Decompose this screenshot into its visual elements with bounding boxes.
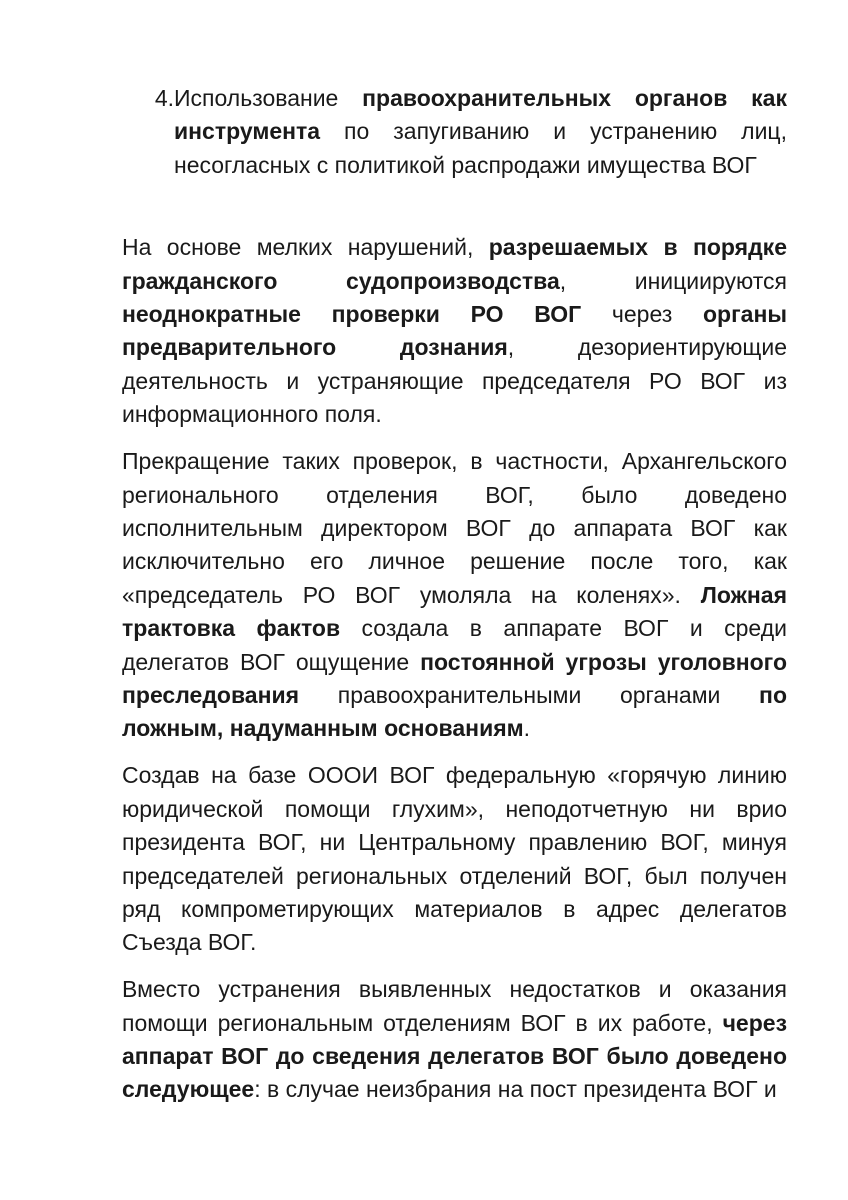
- list-item-4: [122, 82, 787, 182]
- text-segment: Использование: [174, 85, 363, 111]
- paragraph-2: [122, 445, 787, 746]
- bold-segment: Ложная трактовка фактов: [122, 581, 787, 642]
- bold-segment: разрешаемых в порядке гражданского судопроизводства: [122, 234, 787, 294]
- paragraph-4: [122, 973, 787, 1107]
- text-segment: Прекращение таких проверок, в частности, Архангельского регионального отделения ВОГ, было доведено исполнительным директором ВОГ до аппарата ВОГ как исключительно его личное решение после того, как «председатель РО ВОГ умоляла на коленях».: [122, 448, 787, 608]
- text-segment: .: [523, 715, 531, 742]
- bold-segment: органы предварительного дознания: [122, 301, 787, 361]
- bold-segment: постоянной угрозы уголовного преследования: [122, 648, 787, 708]
- bold-segment: правоохранительных органов как инструмента: [174, 85, 787, 145]
- text-segment: через: [581, 301, 703, 328]
- bold-segment: по ложным, надуманным основаниям: [122, 682, 787, 742]
- text-segment: На основе мелких нарушений,: [122, 234, 489, 261]
- paragraph-3: [122, 759, 787, 959]
- text-segment: , дезориентирующие деятельность и устраняющие председателя РО ВОГ из информационного поля.: [122, 334, 787, 428]
- text-segment: : в случае неизбрания на пост президента ВОГ и: [254, 1076, 777, 1103]
- document-page: [122, 82, 787, 1120]
- text-segment: , инициируются: [559, 267, 787, 294]
- paragraph-1: [122, 231, 787, 431]
- text-segment: по запугиванию и устранению лиц, несогласных с политикой распродажи имущества ВОГ: [174, 118, 787, 178]
- text-segment: правоохранительными органами: [299, 682, 760, 708]
- text-segment: Вместо устранения выявленных недостатков и оказания помощи региональным отделениям ВОГ в их работе,: [122, 976, 787, 1036]
- text-segment: создала в аппарате ВОГ и среди делегатов ВОГ ощущение: [122, 615, 787, 675]
- text-segment: Создав на базе ОООИ ВОГ федеральную «горячую линию юридической помощи глухим», неподотчетную ни врио президента ВОГ, ни Центральному правлению ВОГ, минуя председателей региональных отделений ВОГ, был получен ряд компрометирующих материалов в адрес делегатов Съезда ВОГ.: [122, 762, 787, 956]
- list-item-text: [174, 82, 787, 182]
- bold-segment: неоднократные проверки РО ВОГ: [122, 301, 582, 328]
- list-number: 4.: [154, 85, 174, 111]
- bold-segment: через аппарат ВОГ до сведения делегатов ВОГ было доведено следующее: [122, 1009, 787, 1103]
